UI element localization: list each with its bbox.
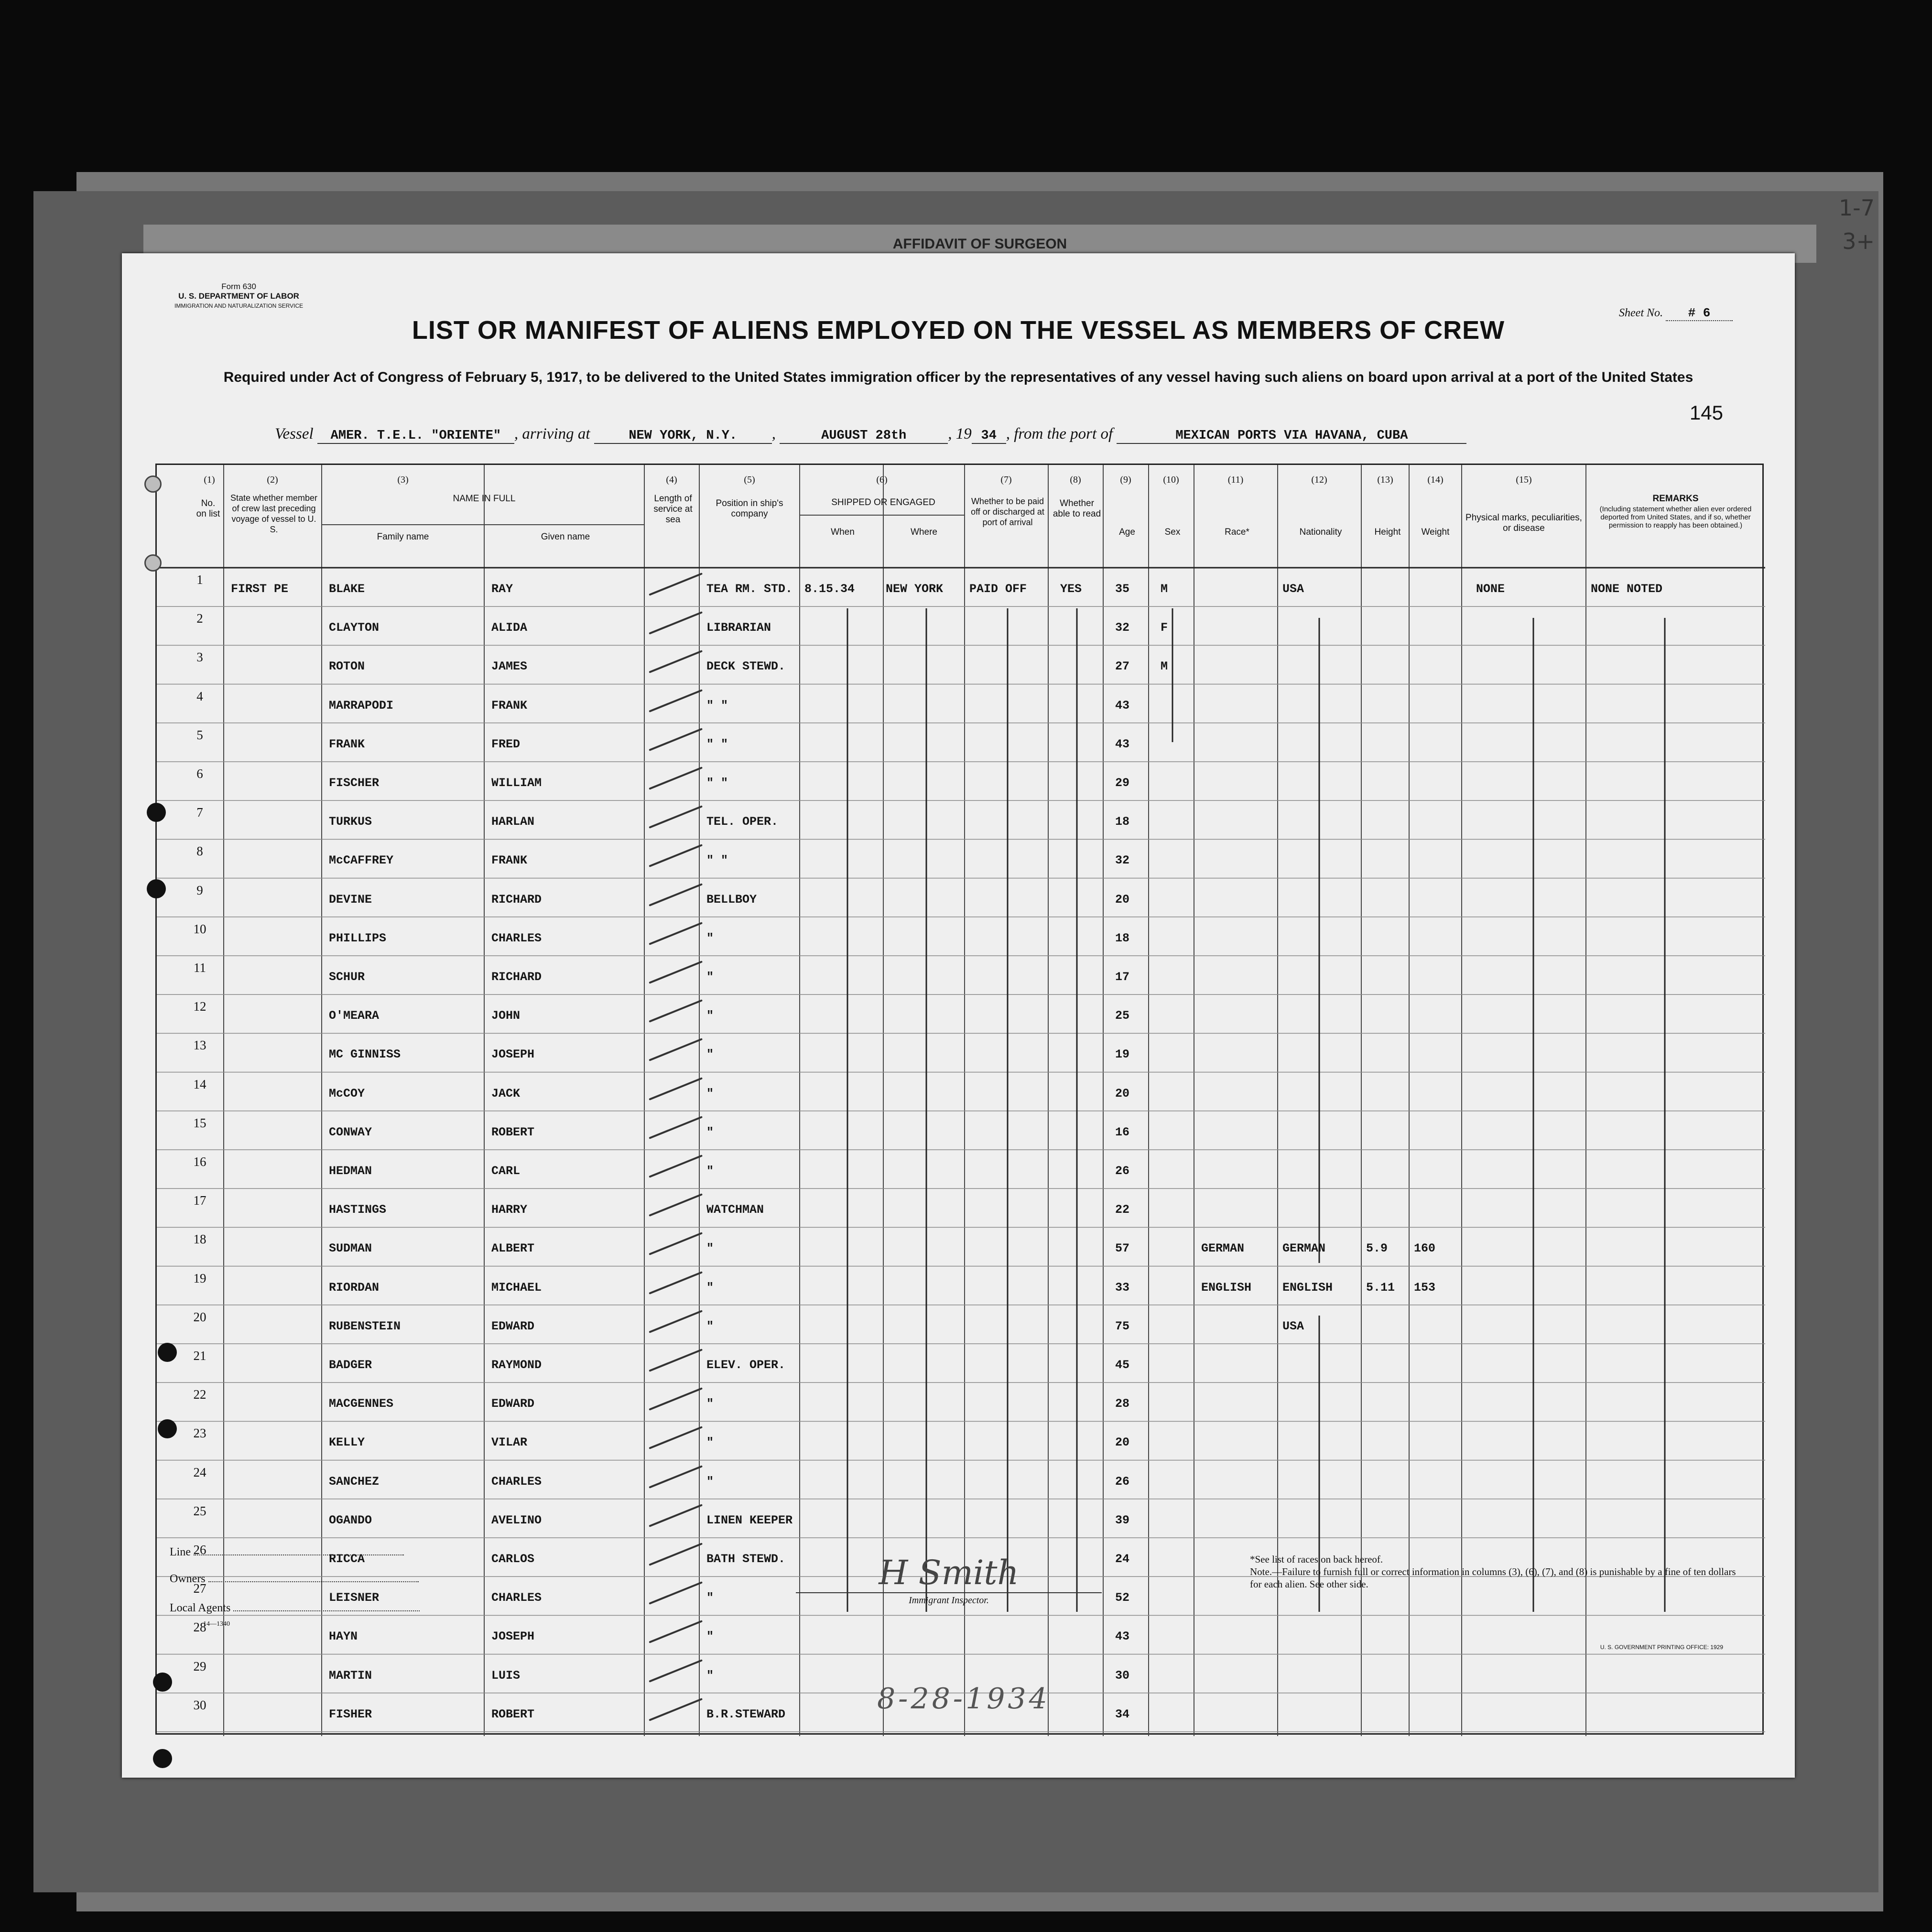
vessel-line: Vessel AMER. T.E.L. "ORIENTE" , arriving at NEW YORK, N.Y. , AUGUST 28th , 19 34 , from the port of MEXICAN PORTS VIA HAVANA, CUBA bbox=[275, 425, 1466, 444]
header-when: When bbox=[831, 527, 855, 537]
races-note: *See list of races on back hereof. bbox=[1250, 1554, 1383, 1565]
punch-hole bbox=[153, 1749, 172, 1768]
cell-position: " bbox=[706, 1164, 714, 1178]
cell-given: JOSEPH bbox=[491, 1630, 535, 1644]
cell-given: FRED bbox=[491, 737, 521, 751]
row-number: 8 bbox=[196, 844, 203, 859]
cell-position: " bbox=[706, 1668, 714, 1683]
cell-given: JACK bbox=[491, 1086, 521, 1101]
arrival-date: AUGUST 28th bbox=[780, 429, 948, 444]
column-number: (10) bbox=[1163, 475, 1179, 485]
cell-age: 26 bbox=[1115, 1164, 1130, 1178]
corner-note-line: 3+ bbox=[1842, 228, 1875, 254]
header-given: Given name bbox=[541, 532, 590, 542]
cell-family: PHILLIPS bbox=[329, 931, 387, 945]
row-number: 18 bbox=[193, 1232, 206, 1247]
owners-field bbox=[170, 1565, 420, 1592]
inspector-signature bbox=[796, 1553, 1102, 1606]
cell-family: MACGENNES bbox=[329, 1397, 394, 1411]
cell-paid: PAID OFF bbox=[969, 582, 1027, 596]
cell-age: 16 bbox=[1115, 1125, 1130, 1139]
cell-position: B.R.STEWARD bbox=[706, 1707, 786, 1721]
cell-position: " bbox=[706, 1474, 714, 1489]
header-sex: Sex bbox=[1164, 527, 1181, 537]
cell-given: ALIDA bbox=[491, 621, 528, 635]
cell-age: 75 bbox=[1115, 1319, 1130, 1333]
cell-position: " bbox=[706, 1086, 714, 1101]
header-physical: Physical marks, peculiarities, or disease bbox=[1465, 513, 1582, 533]
header-family: Family name bbox=[377, 532, 429, 542]
cell-state: FIRST PE bbox=[231, 582, 289, 596]
cell-given: RAYMOND bbox=[491, 1358, 542, 1372]
cell-age: 18 bbox=[1115, 931, 1130, 945]
header-position: Position in ship's company bbox=[716, 498, 783, 519]
agents-code: 14—1340 bbox=[203, 1620, 230, 1628]
cell-family: DEVINE bbox=[329, 892, 372, 907]
row-number: 16 bbox=[193, 1155, 206, 1169]
signature-script: H Smith bbox=[796, 1553, 1102, 1593]
cell-position: LIBRARIAN bbox=[706, 621, 771, 635]
cell-age: 18 bbox=[1115, 815, 1130, 829]
column-number: (12) bbox=[1311, 475, 1327, 485]
line-blank bbox=[194, 1554, 404, 1555]
header-length: Length of service at sea bbox=[653, 494, 693, 525]
row-number: 3 bbox=[196, 650, 203, 665]
cell-family: SUDMAN bbox=[329, 1241, 372, 1256]
cell-family: FRANK bbox=[329, 737, 365, 751]
row-number: 7 bbox=[196, 805, 203, 820]
cell-position: TEL. OPER. bbox=[706, 815, 779, 829]
row-number: 30 bbox=[193, 1697, 206, 1712]
cell-given: AVELINO bbox=[491, 1513, 542, 1527]
from-port: MEXICAN PORTS VIA HAVANA, CUBA bbox=[1117, 429, 1466, 444]
cell-position: " bbox=[706, 1241, 714, 1256]
cell-family: TURKUS bbox=[329, 815, 372, 829]
column-number: (4) bbox=[666, 475, 677, 485]
cell-family: MARTIN bbox=[329, 1668, 372, 1683]
cell-age: 57 bbox=[1115, 1241, 1130, 1256]
footer-fields bbox=[170, 1539, 420, 1631]
cell-family: MC GINNISS bbox=[329, 1047, 401, 1062]
cell-family: FISCHER bbox=[329, 776, 380, 790]
cell-age: 52 bbox=[1115, 1591, 1130, 1605]
row-number: 20 bbox=[193, 1309, 206, 1324]
cell-family: SCHUR bbox=[329, 970, 365, 984]
header-remarks-note: (Including statement whether alien ever ordered deported from United States, and if so, whether permission to reapply has been obtained.) bbox=[1599, 505, 1752, 529]
cell-age: 20 bbox=[1115, 892, 1130, 907]
owners-blank bbox=[208, 1581, 419, 1582]
cell-height: 5.11 bbox=[1366, 1280, 1395, 1295]
cell-nationality: USA bbox=[1282, 582, 1304, 596]
footnotes bbox=[1250, 1553, 1747, 1590]
cell-when: 8.15.34 bbox=[804, 582, 855, 596]
corner-note bbox=[1839, 191, 1875, 258]
row-number: 11 bbox=[194, 961, 206, 975]
manifest-sheet bbox=[122, 253, 1795, 1778]
header-no: No. on list bbox=[196, 498, 220, 519]
cell-age: 32 bbox=[1115, 853, 1130, 868]
cell-position: TEA RM. STD. bbox=[706, 582, 793, 596]
arrival-year: 34 bbox=[972, 429, 1006, 444]
cell-age: 39 bbox=[1115, 1513, 1130, 1527]
cell-race: ENGLISH bbox=[1201, 1280, 1252, 1295]
row-number: 23 bbox=[193, 1426, 206, 1441]
cell-family: LEISNER bbox=[329, 1591, 380, 1605]
cell-given: RICHARD bbox=[491, 970, 542, 984]
agents-label: Local Agents bbox=[170, 1602, 231, 1614]
cell-read: YES bbox=[1060, 582, 1082, 596]
cell-family: McCOY bbox=[329, 1086, 365, 1101]
cell-family: McCAFFREY bbox=[329, 853, 394, 868]
cell-sex: M bbox=[1161, 659, 1168, 674]
cell-position: " " bbox=[706, 737, 728, 751]
cell-given: CARLOS bbox=[491, 1552, 535, 1566]
row-number: 29 bbox=[193, 1659, 206, 1673]
cell-position: BATH STEWD. bbox=[706, 1552, 786, 1566]
row-number: 10 bbox=[193, 921, 206, 936]
header-state: State whether member of crew last preceding voyage of vessel to U. S. bbox=[230, 493, 318, 534]
cell-given: CHARLES bbox=[491, 1591, 542, 1605]
cell-given: CHARLES bbox=[491, 931, 542, 945]
cell-physical: NONE bbox=[1476, 582, 1505, 596]
column-number: (3) bbox=[397, 475, 409, 485]
cell-given: RAY bbox=[491, 582, 513, 596]
from-label: , from the port of bbox=[1006, 425, 1113, 443]
header-race: Race* bbox=[1225, 527, 1249, 537]
cell-given: RICHARD bbox=[491, 892, 542, 907]
cell-position: " " bbox=[706, 776, 728, 790]
cell-given: JOHN bbox=[491, 1009, 521, 1023]
column-number: (11) bbox=[1227, 475, 1244, 485]
cell-age: 34 bbox=[1115, 1707, 1130, 1721]
cell-given: JOSEPH bbox=[491, 1047, 535, 1062]
punch-hole bbox=[144, 475, 162, 493]
row-number: 25 bbox=[193, 1503, 206, 1518]
cell-age: 17 bbox=[1115, 970, 1130, 984]
header-read: Whether able to read bbox=[1053, 498, 1101, 519]
column-number: (15) bbox=[1516, 475, 1532, 485]
column-number: (5) bbox=[744, 475, 755, 485]
corner-note-line: 1-7 bbox=[1838, 195, 1875, 221]
cell-height: 5.9 bbox=[1366, 1241, 1388, 1256]
service: IMMIGRATION AND NATURALIZATION SERVICE bbox=[174, 302, 304, 309]
year-prefix: , 19 bbox=[948, 425, 972, 443]
cell-weight: 160 bbox=[1414, 1241, 1436, 1256]
cell-position: " bbox=[706, 1047, 714, 1062]
cell-age: 20 bbox=[1115, 1086, 1130, 1101]
arriving-port: NEW YORK, N.Y. bbox=[594, 429, 772, 444]
cell-race: GERMAN bbox=[1201, 1241, 1245, 1256]
row-number: 15 bbox=[193, 1115, 206, 1130]
cell-age: 25 bbox=[1115, 1009, 1130, 1023]
cell-position: " " bbox=[706, 853, 728, 868]
cell-position: " bbox=[706, 1125, 714, 1139]
cell-family: KELLY bbox=[329, 1436, 365, 1450]
cell-family: CLAYTON bbox=[329, 621, 380, 635]
cell-sex: M bbox=[1161, 582, 1168, 596]
punch-hole bbox=[144, 554, 162, 572]
cell-remarks: NONE NOTED bbox=[1591, 582, 1663, 596]
cell-given: WILLIAM bbox=[491, 776, 542, 790]
cell-family: SANCHEZ bbox=[329, 1474, 380, 1489]
cell-position: " " bbox=[706, 698, 728, 712]
punch-hole bbox=[147, 879, 166, 898]
row-number: 28 bbox=[193, 1620, 206, 1635]
header-remarks: REMARKS bbox=[1652, 494, 1699, 504]
column-number: (2) bbox=[267, 475, 278, 485]
cell-sex: F bbox=[1161, 621, 1168, 635]
penalty-note: Note.—Failure to furnish full or correct information in columns (3), (6), (7), and (8) is punishable by a fine of ten dollars for each alien. See other side. bbox=[1250, 1566, 1736, 1590]
cell-given: HARLAN bbox=[491, 815, 535, 829]
cell-given: HARRY bbox=[491, 1203, 528, 1217]
row-number: 4 bbox=[196, 689, 203, 703]
cell-given: MICHAEL bbox=[491, 1280, 542, 1295]
cell-age: 45 bbox=[1115, 1358, 1130, 1372]
cell-family: BLAKE bbox=[329, 582, 365, 596]
cell-family: CONWAY bbox=[329, 1125, 372, 1139]
line-field bbox=[170, 1539, 420, 1565]
agents-field bbox=[170, 1601, 420, 1631]
page-subtitle: Required under Act of Congress of February 5, 1917, to be delivered to the United States immigration officer by the representatives of any vessel having such aliens on board upon arrival at a port of the United States bbox=[223, 369, 1693, 385]
column-number: (8) bbox=[1070, 475, 1081, 485]
page-number: 145 bbox=[1689, 401, 1723, 424]
printer-imprint: U. S. GOVERNMENT PRINTING OFFICE: 1929 bbox=[1600, 1644, 1723, 1651]
column-number: (1) bbox=[204, 475, 215, 485]
handwritten-date: 8-28-1934 bbox=[877, 1682, 1050, 1716]
cell-age: 19 bbox=[1115, 1047, 1130, 1062]
cell-position: " bbox=[706, 970, 714, 984]
cell-position: " bbox=[706, 1319, 714, 1333]
cell-family: HAYN bbox=[329, 1630, 358, 1644]
header-shipped: SHIPPED OR ENGAGED bbox=[831, 497, 935, 507]
owners-label: Owners bbox=[170, 1573, 206, 1585]
cell-position: WATCHMAN bbox=[706, 1203, 764, 1217]
header-weight: Weight bbox=[1421, 527, 1450, 537]
header-name: NAME IN FULL bbox=[453, 494, 516, 504]
cell-age: 22 bbox=[1115, 1203, 1130, 1217]
cell-position: " bbox=[706, 1280, 714, 1295]
cell-family: RIORDAN bbox=[329, 1280, 380, 1295]
header-height: Height bbox=[1374, 527, 1401, 537]
cell-family: RUBENSTEIN bbox=[329, 1319, 401, 1333]
header-where: Where bbox=[911, 527, 937, 537]
cell-age: 32 bbox=[1115, 621, 1130, 635]
row-number: 19 bbox=[193, 1271, 206, 1285]
punch-hole bbox=[153, 1673, 172, 1692]
cell-given: JAMES bbox=[491, 659, 528, 674]
cell-age: 33 bbox=[1115, 1280, 1130, 1295]
column-number: (9) bbox=[1120, 475, 1131, 485]
cell-age: 35 bbox=[1115, 582, 1130, 596]
row-number: 22 bbox=[193, 1387, 206, 1402]
cell-position: " bbox=[706, 1397, 714, 1411]
cell-given: LUIS bbox=[491, 1668, 521, 1683]
header-paid: Whether to be paid off or discharged at port of arrival bbox=[971, 496, 1044, 527]
header-age: Age bbox=[1119, 527, 1135, 537]
row-number: 12 bbox=[193, 999, 206, 1014]
cell-family: MARRAPODI bbox=[329, 698, 394, 712]
header-nationality: Nationality bbox=[1299, 527, 1342, 537]
cell-family: HEDMAN bbox=[329, 1164, 372, 1178]
column-number: (7) bbox=[1000, 475, 1012, 485]
cell-nationality: ENGLISH bbox=[1282, 1280, 1333, 1295]
cell-position: DECK STEWD. bbox=[706, 659, 786, 674]
cell-family: HASTINGS bbox=[329, 1203, 387, 1217]
row-number: 21 bbox=[193, 1349, 206, 1363]
punch-hole bbox=[147, 803, 166, 822]
cell-position: LINEN KEEPER bbox=[706, 1513, 793, 1527]
row-number: 24 bbox=[193, 1465, 206, 1479]
affidavit-heading: AFFIDAVIT OF SURGEON bbox=[892, 236, 1067, 252]
row-number: 13 bbox=[193, 1038, 206, 1053]
row-number: 5 bbox=[196, 727, 203, 742]
cell-family: OGANDO bbox=[329, 1513, 372, 1527]
row-number: 27 bbox=[193, 1581, 206, 1596]
sheet-label: Sheet No. bbox=[1619, 307, 1663, 319]
cell-family: O'MEARA bbox=[329, 1009, 380, 1023]
cell-given: EDWARD bbox=[491, 1319, 535, 1333]
cell-position: " bbox=[706, 1009, 714, 1023]
cell-given: CARL bbox=[491, 1164, 521, 1178]
column-number: (13) bbox=[1377, 475, 1393, 485]
row-number: 26 bbox=[193, 1543, 206, 1557]
cell-weight: 153 bbox=[1414, 1280, 1436, 1295]
cell-nationality: USA bbox=[1282, 1319, 1304, 1333]
cell-age: 27 bbox=[1115, 659, 1130, 674]
cell-position: " bbox=[706, 931, 714, 945]
cell-family: ROTON bbox=[329, 659, 365, 674]
form-number: Form 630 bbox=[221, 282, 256, 291]
cell-age: 28 bbox=[1115, 1397, 1130, 1411]
row-number: 2 bbox=[196, 611, 203, 626]
column-number: (6) bbox=[876, 475, 888, 485]
cell-given: ALBERT bbox=[491, 1241, 535, 1256]
cell-position: " bbox=[706, 1630, 714, 1644]
cell-given: FRANK bbox=[491, 853, 528, 868]
cell-position: " bbox=[706, 1591, 714, 1605]
cell-family: BADGER bbox=[329, 1358, 372, 1372]
punch-hole bbox=[158, 1343, 177, 1362]
cell-age: 20 bbox=[1115, 1436, 1130, 1450]
cell-age: 43 bbox=[1115, 737, 1130, 751]
cell-family: RICCA bbox=[329, 1552, 365, 1566]
cell-nationality: GERMAN bbox=[1282, 1241, 1326, 1256]
form-id bbox=[174, 282, 303, 311]
line-label: Line bbox=[170, 1546, 191, 1558]
cell-given: FRANK bbox=[491, 698, 528, 712]
cell-given: VILAR bbox=[491, 1436, 528, 1450]
column-number: (14) bbox=[1427, 475, 1444, 485]
row-number: 1 bbox=[196, 572, 203, 587]
inspector-label: Immigrant Inspector. bbox=[909, 1595, 989, 1606]
page-title: LIST OR MANIFEST OF ALIENS EMPLOYED ON THE VESSEL AS MEMBERS OF CREW bbox=[412, 316, 1505, 345]
cell-position: ELEV. OPER. bbox=[706, 1358, 786, 1372]
cell-where: NEW YORK bbox=[886, 582, 944, 596]
punch-hole bbox=[158, 1419, 177, 1438]
cell-age: 24 bbox=[1115, 1552, 1130, 1566]
cell-age: 43 bbox=[1115, 1630, 1130, 1644]
cell-age: 29 bbox=[1115, 776, 1130, 790]
arriving-label: , arriving at bbox=[514, 425, 590, 443]
cell-given: CHARLES bbox=[491, 1474, 542, 1489]
cell-given: ROBERT bbox=[491, 1707, 535, 1721]
cell-age: 43 bbox=[1115, 698, 1130, 712]
cell-given: EDWARD bbox=[491, 1397, 535, 1411]
row-number: 17 bbox=[193, 1193, 206, 1208]
vessel-name: AMER. T.E.L. "ORIENTE" bbox=[317, 429, 514, 444]
cell-given: ROBERT bbox=[491, 1125, 535, 1139]
vessel-label: Vessel bbox=[275, 425, 314, 443]
row-number: 9 bbox=[196, 883, 203, 897]
cell-age: 30 bbox=[1115, 1668, 1130, 1683]
row-number: 6 bbox=[196, 766, 203, 781]
sheet-value: # 6 bbox=[1666, 306, 1733, 321]
cell-position: " bbox=[706, 1436, 714, 1450]
row-number: 14 bbox=[193, 1077, 206, 1091]
cell-age: 26 bbox=[1115, 1474, 1130, 1489]
department: U. S. DEPARTMENT OF LABOR bbox=[178, 291, 299, 301]
cell-position: BELLBOY bbox=[706, 892, 757, 907]
agents-blank bbox=[233, 1610, 420, 1611]
cell-family: FISHER bbox=[329, 1707, 372, 1721]
